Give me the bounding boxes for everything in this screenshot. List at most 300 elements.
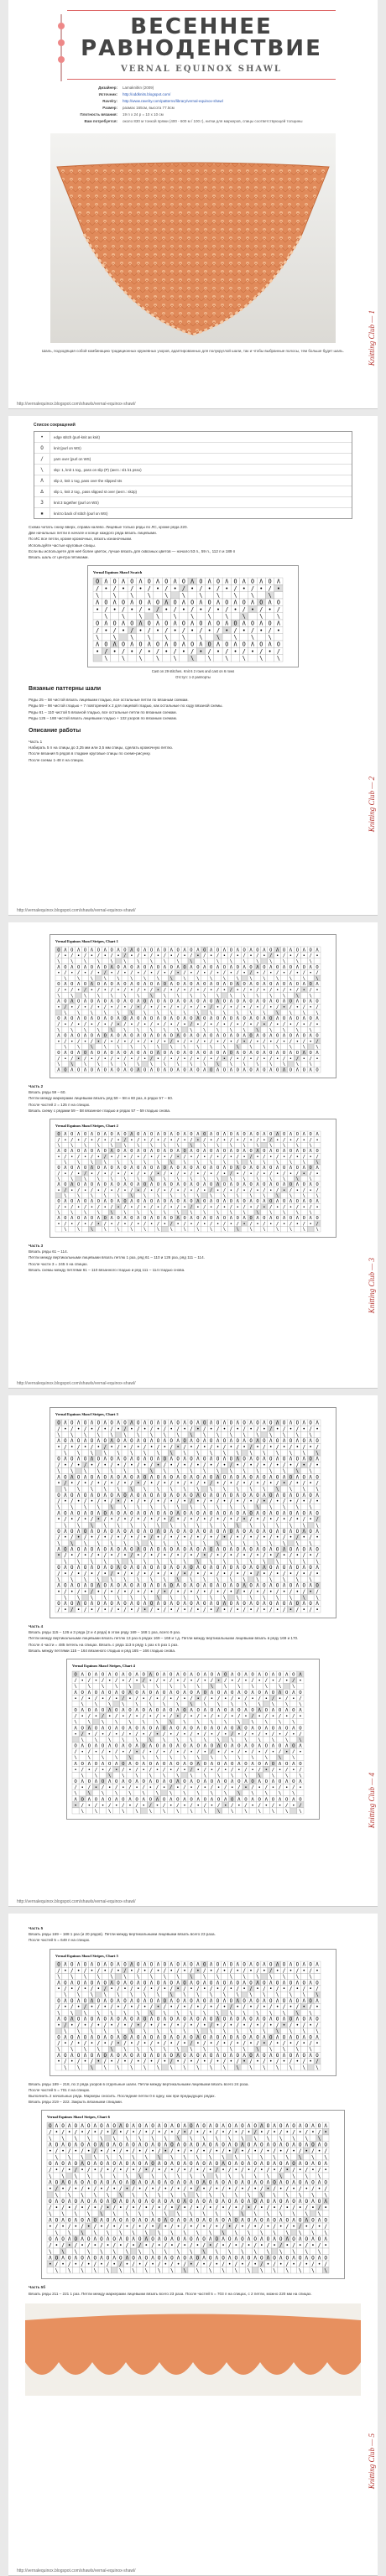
chart-cell (307, 1044, 314, 1050)
chart-symbol: O (57, 1199, 60, 1205)
chart-symbol: / (229, 1462, 233, 1468)
chart-symbol: \ (190, 1432, 193, 1438)
chart-symbol: O (302, 1149, 305, 1155)
chart-symbol: / (196, 1039, 200, 1045)
chart-symbol: • (282, 1445, 286, 1451)
chart-symbol: / (256, 1535, 259, 1541)
chart-symbol: Λ (207, 620, 211, 627)
chart-symbol: • (76, 1462, 81, 1468)
chart-cell (95, 1226, 102, 1232)
chart-symbol: • (236, 1056, 239, 1062)
chart-symbol: Λ (243, 964, 246, 970)
chart-symbol: \ (256, 1469, 259, 1475)
chart-symbol: Λ (90, 1529, 94, 1535)
chart-cell (76, 1209, 82, 1215)
chart-symbol: O (183, 1067, 186, 1073)
chart-symbol: / (170, 1445, 173, 1451)
chart-symbol: \ (216, 993, 220, 999)
chart-symbol: \ (269, 1505, 273, 1511)
chart-symbol: O (137, 1132, 140, 1138)
chart-symbol: O (163, 1420, 167, 1426)
chart-symbol: O (196, 1149, 200, 1155)
chart-symbol: O (243, 1199, 246, 1205)
chart-symbol: O (222, 999, 227, 1005)
chart-symbol: \ (176, 1062, 180, 1067)
chart-symbol: / (90, 1221, 94, 1227)
chart-symbol: • (309, 1517, 312, 1523)
chart-symbol: O (222, 1033, 227, 1039)
chart-symbol: / (96, 988, 100, 994)
chart-symbol: \ (104, 655, 108, 662)
chart-cell (108, 1450, 115, 1456)
chart-symbol: / (269, 1499, 273, 1505)
chart-symbol: Λ (176, 1511, 180, 1517)
chart-symbol: / (163, 988, 166, 994)
chart-cell (294, 1450, 300, 1456)
section-title: Вязаные паттерны шали (29, 686, 102, 693)
chart-cell (108, 1044, 115, 1050)
chart-symbol: / (249, 1221, 253, 1227)
chart-cell (128, 1468, 135, 1474)
chart-symbol: • (282, 1005, 286, 1010)
chart-symbol: Λ (233, 599, 237, 606)
chart-symbol: \ (130, 1451, 133, 1457)
chart-symbol: / (256, 1021, 259, 1027)
chart-symbol: • (249, 1171, 253, 1176)
chart-symbol: O (183, 1149, 186, 1155)
chart-symbol: O (137, 1051, 140, 1057)
chart-symbol: • (76, 1426, 81, 1432)
chart-symbol: / (309, 988, 312, 994)
chart-cell (294, 1192, 300, 1198)
chart-symbol: • (295, 1517, 300, 1523)
chart-symbol: Λ (295, 1216, 299, 1222)
chart-symbol: • (243, 1517, 246, 1523)
chart-cell (215, 1450, 222, 1456)
chart-symbol: • (76, 1535, 81, 1541)
chart-cell (234, 958, 241, 964)
chart-symbol: \ (268, 634, 272, 641)
chart-symbol: \ (77, 1045, 81, 1051)
chart-symbol: • (222, 1137, 227, 1143)
chart-symbol: / (130, 970, 133, 976)
chart-symbol: Λ (170, 1493, 173, 1498)
chart-symbol: • (229, 1517, 233, 1523)
chart-cell (142, 1176, 149, 1182)
chart-symbol: / (163, 1056, 166, 1062)
chart-symbol: Λ (110, 1149, 113, 1155)
chart-symbol: • (103, 1021, 107, 1027)
chart-symbol: • (196, 1137, 200, 1143)
chart-cell (145, 613, 154, 620)
chart-symbol: Λ (83, 1511, 87, 1517)
chart-symbol: \ (130, 634, 134, 641)
chart-cell (122, 1486, 128, 1492)
chart-symbol: \ (263, 1010, 266, 1016)
chart-symbol: O (282, 1016, 286, 1022)
chart-symbol: \ (77, 1010, 81, 1016)
chart-cell (208, 1468, 215, 1474)
chart-symbol: O (203, 1166, 206, 1171)
chart-symbol: O (123, 1166, 127, 1171)
chart-symbol: Λ (276, 1166, 279, 1171)
chart-symbol: • (147, 648, 151, 656)
chart-symbol: O (104, 599, 108, 606)
chart-symbol: Λ (123, 964, 127, 970)
info-row: Ravelry: http://www.ravelry.com/patterns/library/vernal-equinox-shawl (102, 99, 223, 103)
source-link[interactable]: http://oddknits.blogspot.com/ (123, 92, 171, 96)
chart-cell (288, 993, 295, 999)
chart-symbol: O (190, 1166, 193, 1171)
chart-symbol: \ (96, 1432, 101, 1438)
chart-cell (227, 1450, 234, 1456)
chart-symbol: / (83, 953, 87, 959)
chart-symbol: Λ (222, 1166, 227, 1171)
chart-symbol: Λ (130, 1051, 133, 1057)
chart-symbol: O (216, 1051, 220, 1057)
chart-symbol: O (295, 1493, 300, 1498)
chart-symbol: \ (103, 1523, 107, 1529)
chart-symbol: \ (110, 1062, 113, 1067)
chart-symbol: O (173, 641, 177, 648)
chart-cell (257, 592, 265, 599)
chart-symbol: Λ (249, 1016, 253, 1022)
chart-symbol: / (164, 585, 169, 593)
chart-symbol: O (203, 1493, 206, 1498)
chart-symbol: / (263, 1445, 266, 1451)
chart-symbol: \ (149, 1432, 154, 1438)
chart-symbol: Λ (137, 1511, 140, 1517)
chart-symbol: • (183, 953, 186, 959)
chart-symbol: Λ (249, 1132, 253, 1138)
chart-symbol: / (243, 1535, 246, 1541)
chart-symbol: • (117, 1426, 120, 1432)
chart-symbol: • (268, 606, 272, 614)
chart-symbol: • (110, 1445, 113, 1451)
chart-symbol: O (282, 1457, 286, 1462)
chart-symbol: / (295, 1462, 300, 1468)
chart-symbol: • (316, 1021, 319, 1027)
chart-symbol: Λ (229, 1511, 233, 1517)
chart-symbol: Λ (130, 1016, 133, 1022)
chart-symbol: \ (309, 1062, 312, 1067)
chart-symbol: Λ (295, 999, 299, 1005)
chart-symbol: \ (156, 1487, 160, 1493)
chart-symbol: / (222, 970, 227, 976)
chart-symbol: Λ (222, 1051, 227, 1057)
chart-symbol: \ (123, 1432, 127, 1438)
chart-cell (307, 1450, 314, 1456)
chart-symbol: / (96, 1462, 101, 1468)
chart-symbol: Λ (210, 948, 213, 953)
chart-symbol: \ (176, 1210, 180, 1216)
chart-symbol: Λ (309, 1182, 312, 1188)
chart-symbol: Λ (199, 641, 203, 648)
chart-symbol: / (207, 648, 211, 656)
chart-symbol: Λ (137, 1149, 140, 1155)
chart-symbol: \ (143, 1045, 147, 1051)
chart-cell (155, 993, 162, 999)
chart-symbol: / (123, 1171, 127, 1176)
chart-symbol: \ (236, 1227, 239, 1233)
chart-symbol: Λ (309, 1511, 312, 1517)
chart-symbol: / (190, 1426, 193, 1432)
chart-symbol: / (243, 1137, 246, 1143)
chart-symbol: / (263, 1039, 266, 1045)
chart-cell (89, 1431, 96, 1437)
chart-symbol: • (282, 1187, 286, 1193)
chart-cell (196, 655, 205, 662)
chart-symbol: Λ (196, 1420, 200, 1426)
chart-symbol: O (276, 1067, 279, 1073)
page-url[interactable]: http://vernalequinox.blogspot.com/shawls/vernal-equinox-shawl/ (17, 908, 136, 913)
chart-symbol: O (110, 1132, 113, 1138)
chart-symbol: • (316, 1426, 319, 1432)
chart-symbol: / (210, 1039, 213, 1045)
chart-symbol: \ (289, 1487, 293, 1493)
chart-symbol: O (77, 964, 81, 970)
chart-symbol: • (117, 1204, 120, 1210)
chart-cell (208, 993, 215, 999)
chart-symbol: / (104, 648, 108, 656)
chart-symbol: \ (117, 1193, 120, 1199)
chart-symbol: • (222, 1171, 227, 1176)
chart-symbol: / (190, 648, 195, 656)
chart-symbol: / (123, 1137, 127, 1143)
chart-symbol: O (222, 1511, 227, 1517)
chart-symbol: / (243, 1171, 246, 1176)
chart-cell (261, 1468, 268, 1474)
chart-symbol: / (256, 1204, 259, 1210)
chart-symbol: / (236, 1481, 239, 1487)
chart-symbol: / (83, 1021, 87, 1027)
chart-symbol: • (64, 1462, 67, 1468)
chart-symbol: / (130, 1221, 133, 1227)
chart-symbol: Λ (181, 599, 185, 606)
chart-symbol: / (199, 627, 203, 635)
chart-symbol: / (203, 1204, 206, 1210)
chart-symbol: Λ (137, 1216, 140, 1222)
chart-symbol: / (156, 1039, 160, 1045)
chart-symbol: • (316, 1056, 319, 1062)
chart-symbol: O (256, 948, 259, 953)
chart-symbol: / (143, 1039, 147, 1045)
chart-cell (248, 1431, 254, 1437)
chart-symbol: / (276, 606, 280, 614)
chart-symbol: Λ (137, 999, 140, 1005)
chart-symbol: Λ (64, 1420, 67, 1426)
chart-symbol: \ (243, 993, 246, 999)
chart-symbol: • (103, 1171, 107, 1176)
chart-symbol: O (269, 1493, 273, 1498)
chart-cell (274, 1431, 281, 1437)
chart-symbol: / (216, 1137, 220, 1143)
page-url[interactable]: http://vernalequinox.blogspot.com/shawls/vernal-equinox-shawl/ (17, 1381, 136, 1386)
chart-symbol: • (309, 1445, 312, 1451)
chart-symbol: / (275, 1445, 279, 1451)
chart-symbol: Λ (143, 1420, 147, 1426)
chart-symbol: O (164, 620, 169, 627)
chart-symbol: • (256, 1154, 259, 1160)
chart-symbol: O (295, 1529, 300, 1535)
chart-symbol: / (96, 1204, 100, 1210)
chart-symbol: \ (256, 993, 259, 999)
chart-symbol: O (295, 1016, 299, 1022)
info-row: Плотность вязания: 19 п x 24 р = 10 x 10 см (80, 112, 164, 117)
chart-cell (195, 1504, 201, 1510)
chart-symbol: \ (276, 976, 279, 982)
chart-symbol: \ (83, 1432, 87, 1438)
chart-symbol: O (110, 1199, 113, 1205)
chart-cell (162, 613, 170, 620)
info-row: Вам потребуется: около 830 м тонкой пряжи (400 - 600 м / 100 г), нитки для маркеров, спицы соответствующей толщины (84, 119, 303, 123)
chart-cell (188, 1159, 195, 1165)
chart-cell (215, 1522, 222, 1528)
chart-cell (294, 1010, 300, 1015)
chart-symbol: \ (96, 1176, 100, 1182)
chart-symbol: • (216, 648, 220, 656)
chart-symbol: \ (251, 592, 255, 600)
chart-symbol: \ (199, 592, 203, 600)
chart-symbol: / (216, 1499, 220, 1505)
chart-symbol: / (121, 648, 125, 656)
chart-cell (135, 1192, 142, 1198)
chart-symbol: \ (222, 1045, 227, 1051)
chart-symbol: / (123, 1021, 127, 1027)
chart-symbol: Λ (276, 1051, 279, 1057)
chart-symbol: Λ (233, 641, 237, 648)
chart-symbol: Λ (110, 1216, 113, 1222)
chart-symbol: • (137, 1445, 140, 1451)
chart-symbol: Λ (90, 1166, 94, 1171)
chart-symbol: O (276, 599, 280, 606)
chart-symbol: / (242, 606, 246, 614)
chart-symbol: • (251, 648, 255, 656)
chart-symbol: O (269, 1457, 273, 1462)
chart-symbol: Λ (156, 1493, 160, 1498)
section-body: Ряды 25 – 58 чистой вязать лицевыми гладью, все остальные петли по вязаным схемам. Ряды 59 – 98 чистой гладью + 7 повторений х 2 для лицевой гладью, как остальные по ходу вязаной схемы. Ряды 61 – 110 чистой 5 вязаной гладью, все остальные петли по вязаным схемам. Ряды 125 – 188 чистой вязать лицевыми гладью + 132 узоров по вязаным схемам. (29, 698, 223, 720)
chart-cell (196, 613, 205, 620)
chart-cell (261, 1431, 268, 1437)
chart-symbol: \ (70, 1210, 74, 1216)
chart-symbol: O (229, 1420, 233, 1426)
chart-symbol: • (103, 1535, 107, 1541)
chart-symbol: Λ (156, 620, 160, 627)
chart-symbol: / (130, 1517, 133, 1523)
chart-symbol: • (229, 1445, 233, 1451)
chart-symbol: Λ (236, 1166, 239, 1171)
chart-symbol: Λ (225, 620, 229, 627)
chart-symbol: / (83, 1056, 87, 1062)
chart-symbol: Λ (316, 1457, 319, 1462)
chart-symbol: • (70, 1481, 74, 1487)
chart-cell (208, 1142, 215, 1148)
chart-symbol: \ (143, 1227, 147, 1233)
chart-symbol: Λ (243, 1439, 246, 1445)
chart-symbol: Λ (249, 1166, 253, 1171)
chart-cell (76, 1504, 82, 1510)
chart-cell (102, 1142, 108, 1148)
chart-cell (261, 1504, 268, 1510)
chart-symbol: \ (229, 993, 232, 999)
chart-symbol: • (83, 1154, 87, 1160)
chart-symbol: O (276, 1033, 279, 1039)
chart-symbol: / (243, 1426, 246, 1432)
chart-symbol: Λ (216, 1149, 220, 1155)
chart-symbol: O (236, 1216, 239, 1222)
chart-cell (227, 1044, 234, 1050)
chart-symbol: O (229, 1132, 232, 1138)
chart-symbol: O (138, 599, 143, 606)
chart-symbol: Λ (149, 1216, 154, 1222)
chart-symbol: / (143, 1187, 147, 1193)
chart-symbol: • (222, 1426, 227, 1432)
chart-symbol: Λ (282, 964, 286, 970)
chart-symbol: \ (216, 1210, 220, 1216)
chart-cell (222, 1504, 228, 1510)
chart-symbol: / (256, 1426, 259, 1432)
chart-symbol: O (117, 999, 120, 1005)
chart-symbol: \ (149, 993, 154, 999)
chart-symbol: / (96, 953, 100, 959)
chart-symbol: / (143, 1481, 147, 1487)
chart-symbol: Λ (137, 1182, 140, 1188)
chart-symbol: O (289, 1182, 293, 1188)
chart-symbol: Λ (117, 1420, 120, 1426)
chart-symbol: O (64, 1182, 67, 1188)
chart-symbol: O (216, 948, 220, 953)
chart-cell (215, 1159, 222, 1165)
chart-symbol: • (164, 648, 169, 656)
chart-symbol: • (90, 1056, 94, 1062)
chart-symbol: / (110, 1426, 113, 1432)
chart-symbol: \ (249, 1160, 253, 1166)
chart-symbol: O (309, 948, 312, 953)
chart-symbol: / (138, 648, 143, 656)
legend-table (34, 431, 352, 519)
ravelry-link[interactable]: http://www.ravelry.com/patterns/library/vernal-equinox-shawl (123, 99, 223, 103)
chart-symbol: / (170, 970, 173, 976)
chart-symbol: \ (302, 1451, 305, 1457)
chart-symbol: • (143, 988, 147, 994)
chart-symbol: / (282, 1021, 286, 1027)
chart-symbol: Λ (64, 1493, 67, 1498)
chart-symbol: • (83, 1517, 87, 1523)
chart-cell (122, 1192, 128, 1198)
chart-symbol: / (181, 627, 185, 635)
chart-symbol: • (70, 1445, 74, 1451)
chart-symbol: • (289, 953, 293, 959)
chart-symbol: O (83, 1051, 87, 1057)
page-url[interactable]: http://vernalequinox.blogspot.com/shawls/vernal-equinox-shawl/ (17, 402, 136, 407)
chart-symbol: / (302, 1005, 305, 1010)
chart-symbol: O (243, 1166, 246, 1171)
chart-symbol: O (143, 1216, 147, 1222)
chart-symbol: Λ (210, 1166, 213, 1171)
chart-symbol: \ (309, 1505, 312, 1511)
chart-symbol: / (196, 1221, 200, 1227)
chart-symbol: \ (123, 1541, 127, 1547)
chart-symbol: \ (263, 1523, 266, 1529)
chart-cell (206, 592, 214, 599)
chart-cell (135, 1522, 142, 1528)
chart-symbol: / (90, 1154, 94, 1160)
chart-symbol: Λ (123, 1439, 127, 1445)
chart-symbol: \ (156, 613, 160, 621)
chart-symbol: O (196, 1067, 200, 1073)
chart-symbol: \ (222, 1487, 227, 1493)
chart-symbol: O (156, 1033, 160, 1039)
